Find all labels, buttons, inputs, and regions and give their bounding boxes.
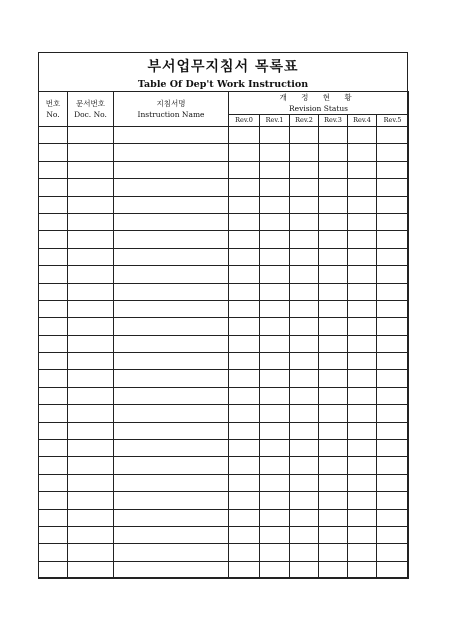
table-cell [114, 266, 229, 283]
table-cell [114, 318, 229, 335]
table-cell [348, 196, 377, 213]
table-cell [260, 161, 290, 178]
table-cell [68, 509, 114, 526]
table-cell [39, 248, 68, 265]
table-cell [348, 457, 377, 474]
table-cell [377, 231, 409, 248]
table-cell [377, 526, 409, 543]
table-cell [68, 231, 114, 248]
table-cell [229, 353, 260, 370]
table-cell [348, 387, 377, 404]
table-cell [39, 179, 68, 196]
table-cell [290, 492, 319, 509]
table-row [39, 213, 409, 230]
table-cell [290, 405, 319, 422]
table-cell [260, 405, 290, 422]
table-cell [348, 213, 377, 230]
table-cell [290, 300, 319, 317]
table-cell [319, 231, 348, 248]
header-revision-status [229, 92, 409, 115]
title-english: Table Of Dep't Work Instruction [137, 79, 309, 90]
table-cell [68, 474, 114, 491]
header-doc-ko: 문서번호 [76, 99, 105, 108]
table-cell [114, 561, 229, 578]
table-cell [260, 300, 290, 317]
table-cell [229, 231, 260, 248]
table-cell [260, 526, 290, 543]
table-cell [260, 283, 290, 300]
table-cell [114, 457, 229, 474]
table-cell [319, 161, 348, 178]
table-cell [260, 457, 290, 474]
header-rev-4: Rev.4 [348, 115, 377, 127]
table-cell [290, 422, 319, 439]
table-cell [260, 440, 290, 457]
table-cell [290, 457, 319, 474]
table-cell [319, 248, 348, 265]
table-cell [290, 127, 319, 144]
table-cell [114, 544, 229, 561]
table-cell [114, 509, 229, 526]
table-cell [39, 492, 68, 509]
table-cell [348, 266, 377, 283]
table-cell [114, 161, 229, 178]
table-cell [114, 353, 229, 370]
table-cell [68, 300, 114, 317]
table-cell [39, 196, 68, 213]
table-cell [114, 526, 229, 543]
table-cell [39, 335, 68, 352]
table-row [39, 144, 409, 161]
table-cell [229, 300, 260, 317]
table-cell [290, 561, 319, 578]
table-cell [377, 457, 409, 474]
table-cell [319, 422, 348, 439]
table-row [39, 544, 409, 561]
table-cell [290, 335, 319, 352]
table-cell [229, 213, 260, 230]
table-cell [114, 474, 229, 491]
table-cell [348, 405, 377, 422]
header-status-ko: 개 정 현 황 [279, 93, 358, 102]
table-cell [68, 283, 114, 300]
table-cell [319, 335, 348, 352]
table-cell [114, 213, 229, 230]
table-cell [229, 387, 260, 404]
table-cell [377, 440, 409, 457]
table-cell [260, 370, 290, 387]
table-row [39, 161, 409, 178]
table-cell [377, 405, 409, 422]
table-cell [319, 196, 348, 213]
table-cell [114, 370, 229, 387]
table-cell [39, 318, 68, 335]
table-cell [319, 300, 348, 317]
table-cell [68, 161, 114, 178]
table-cell [114, 405, 229, 422]
table-cell [260, 474, 290, 491]
table-cell [68, 492, 114, 509]
table-cell [348, 474, 377, 491]
table-cell [229, 509, 260, 526]
table-cell [290, 213, 319, 230]
table-cell [290, 544, 319, 561]
header-rev-5: Rev.5 [377, 115, 409, 127]
table-cell [39, 283, 68, 300]
table-cell [377, 127, 409, 144]
table-cell [348, 335, 377, 352]
table-cell [39, 422, 68, 439]
table-cell [377, 144, 409, 161]
header-name-en: Instruction Name [137, 110, 205, 119]
table-cell [68, 196, 114, 213]
table-cell [319, 405, 348, 422]
table-cell [290, 179, 319, 196]
table-cell [39, 405, 68, 422]
table-cell [39, 161, 68, 178]
table-cell [290, 440, 319, 457]
table-cell [68, 144, 114, 161]
table-cell [39, 509, 68, 526]
table-cell [377, 196, 409, 213]
table-cell [229, 370, 260, 387]
table-cell [319, 509, 348, 526]
table-row [39, 179, 409, 196]
table-cell [229, 179, 260, 196]
table-cell [319, 353, 348, 370]
table-cell [229, 492, 260, 509]
table-cell [260, 144, 290, 161]
table-row [39, 353, 409, 370]
table-cell [114, 335, 229, 352]
table-cell [377, 474, 409, 491]
table-cell [114, 387, 229, 404]
table-cell [377, 213, 409, 230]
header-status-en: Revision Status [289, 104, 349, 113]
table-cell [260, 492, 290, 509]
table-cell [229, 526, 260, 543]
table-cell [114, 231, 229, 248]
header-doc-no [68, 92, 114, 127]
table-cell [68, 526, 114, 543]
table-cell [290, 526, 319, 543]
table-cell [290, 161, 319, 178]
table-cell [377, 300, 409, 317]
table-cell [290, 353, 319, 370]
table-cell [68, 213, 114, 230]
table-cell [229, 248, 260, 265]
table-cell [39, 144, 68, 161]
table-cell [68, 440, 114, 457]
header-no-en: No. [46, 110, 60, 119]
header-rev-0: Rev.0 [229, 115, 260, 127]
table-cell [348, 318, 377, 335]
table-cell [39, 213, 68, 230]
table-cell [229, 561, 260, 578]
table-cell [114, 422, 229, 439]
table-cell [377, 353, 409, 370]
table-cell [377, 387, 409, 404]
table-row [39, 300, 409, 317]
table-row [39, 318, 409, 335]
table-body [39, 127, 409, 579]
table-cell [290, 387, 319, 404]
table-cell [260, 561, 290, 578]
header-rev-1: Rev.1 [260, 115, 290, 127]
table-cell [348, 440, 377, 457]
table-cell [114, 283, 229, 300]
table-cell [348, 179, 377, 196]
table-cell [39, 544, 68, 561]
table-cell [290, 318, 319, 335]
table-cell [377, 318, 409, 335]
header-no-ko: 번호 [45, 99, 61, 108]
table-row [39, 248, 409, 265]
table-cell [68, 318, 114, 335]
table-cell [68, 387, 114, 404]
header-doc-en: Doc. No. [74, 110, 107, 119]
table-cell [114, 144, 229, 161]
table-row [39, 387, 409, 404]
table-cell [229, 405, 260, 422]
table-cell [229, 544, 260, 561]
header-rev-2: Rev.2 [290, 115, 319, 127]
table-cell [319, 544, 348, 561]
table-cell [68, 457, 114, 474]
table-cell [229, 335, 260, 352]
table-cell [348, 370, 377, 387]
table-cell [348, 561, 377, 578]
table-cell [260, 353, 290, 370]
table-cell [260, 127, 290, 144]
table-cell [319, 474, 348, 491]
table-row [39, 474, 409, 491]
table-cell [319, 526, 348, 543]
table-cell [348, 526, 377, 543]
table-cell [348, 509, 377, 526]
table-cell [348, 544, 377, 561]
table-cell [377, 422, 409, 439]
table-row [39, 335, 409, 352]
table-row [39, 231, 409, 248]
table-cell [348, 248, 377, 265]
table-cell [68, 544, 114, 561]
table-row [39, 283, 409, 300]
table-cell [377, 266, 409, 283]
table-cell [39, 300, 68, 317]
table-cell [39, 231, 68, 248]
table-cell [377, 370, 409, 387]
table-cell [114, 300, 229, 317]
table-cell [39, 526, 68, 543]
table-cell [260, 544, 290, 561]
table-cell [377, 283, 409, 300]
table-cell [68, 561, 114, 578]
table-cell [229, 266, 260, 283]
table-cell [260, 422, 290, 439]
table-cell [68, 353, 114, 370]
table-cell [39, 266, 68, 283]
table-cell [348, 161, 377, 178]
table-cell [114, 127, 229, 144]
table-cell [229, 196, 260, 213]
table-cell [229, 474, 260, 491]
header-rev-3: Rev.3 [319, 115, 348, 127]
table-cell [377, 248, 409, 265]
instruction-list-sheet [38, 52, 408, 578]
table-row [39, 561, 409, 578]
table-cell [229, 422, 260, 439]
table-cell [114, 196, 229, 213]
table-cell [229, 318, 260, 335]
table-cell [348, 144, 377, 161]
table-cell [319, 318, 348, 335]
table-cell [229, 440, 260, 457]
table-cell [39, 440, 68, 457]
table-row [39, 266, 409, 283]
table-cell [260, 248, 290, 265]
table-cell [39, 387, 68, 404]
table-cell [348, 353, 377, 370]
table-cell [377, 561, 409, 578]
table-cell [260, 179, 290, 196]
table-row [39, 509, 409, 526]
table-cell [68, 127, 114, 144]
table-cell [377, 179, 409, 196]
table-cell [260, 318, 290, 335]
table-cell [319, 457, 348, 474]
table-cell [319, 213, 348, 230]
table-cell [290, 283, 319, 300]
table-cell [68, 335, 114, 352]
table-cell [319, 127, 348, 144]
table-cell [260, 213, 290, 230]
table-cell [229, 127, 260, 144]
table-cell [39, 353, 68, 370]
table-cell [348, 492, 377, 509]
header-name-ko: 지침서명 [156, 99, 186, 108]
table-cell [114, 492, 229, 509]
header-no [39, 92, 68, 127]
table-cell [68, 248, 114, 265]
table-cell [260, 335, 290, 352]
table-cell [377, 335, 409, 352]
table-cell [39, 370, 68, 387]
header-instruction-name [114, 92, 229, 127]
table-cell [68, 422, 114, 439]
table-cell [319, 283, 348, 300]
table-cell [319, 144, 348, 161]
table-row [39, 492, 409, 509]
table-cell [319, 370, 348, 387]
table-cell [319, 492, 348, 509]
table-cell [377, 544, 409, 561]
table-cell [377, 509, 409, 526]
table-cell [260, 509, 290, 526]
table-cell [39, 457, 68, 474]
table-row [39, 127, 409, 144]
table-cell [68, 405, 114, 422]
table-row [39, 422, 409, 439]
table-cell [348, 422, 377, 439]
table-row [39, 440, 409, 457]
table-cell [290, 266, 319, 283]
table-cell [290, 248, 319, 265]
table-cell [68, 179, 114, 196]
table-cell [229, 457, 260, 474]
table-cell [319, 387, 348, 404]
table-row [39, 196, 409, 213]
table-cell [290, 509, 319, 526]
table-cell [290, 370, 319, 387]
table-cell [348, 231, 377, 248]
table-cell [260, 387, 290, 404]
table-cell [377, 161, 409, 178]
table-row [39, 405, 409, 422]
table-cell [319, 266, 348, 283]
table-cell [290, 196, 319, 213]
table-cell [39, 561, 68, 578]
table-cell [260, 231, 290, 248]
table-cell [39, 127, 68, 144]
table-cell [348, 127, 377, 144]
table-cell [68, 266, 114, 283]
table-cell [114, 440, 229, 457]
table-row [39, 370, 409, 387]
table-cell [348, 283, 377, 300]
table-cell [290, 144, 319, 161]
table-cell [114, 248, 229, 265]
table-cell [68, 370, 114, 387]
table-cell [377, 492, 409, 509]
table-cell [319, 179, 348, 196]
table-row [39, 526, 409, 543]
table-cell [260, 196, 290, 213]
table-cell [229, 161, 260, 178]
table-row [39, 457, 409, 474]
table-cell [229, 144, 260, 161]
table-cell [319, 561, 348, 578]
table-cell [319, 440, 348, 457]
table-cell [290, 474, 319, 491]
table-cell [229, 283, 260, 300]
table-cell [39, 474, 68, 491]
table-cell [114, 179, 229, 196]
instruction-table [38, 91, 409, 579]
table-cell [290, 231, 319, 248]
title-korean: 부서업무지침서 목록표 [147, 59, 299, 75]
table-cell [348, 300, 377, 317]
table-cell [260, 266, 290, 283]
